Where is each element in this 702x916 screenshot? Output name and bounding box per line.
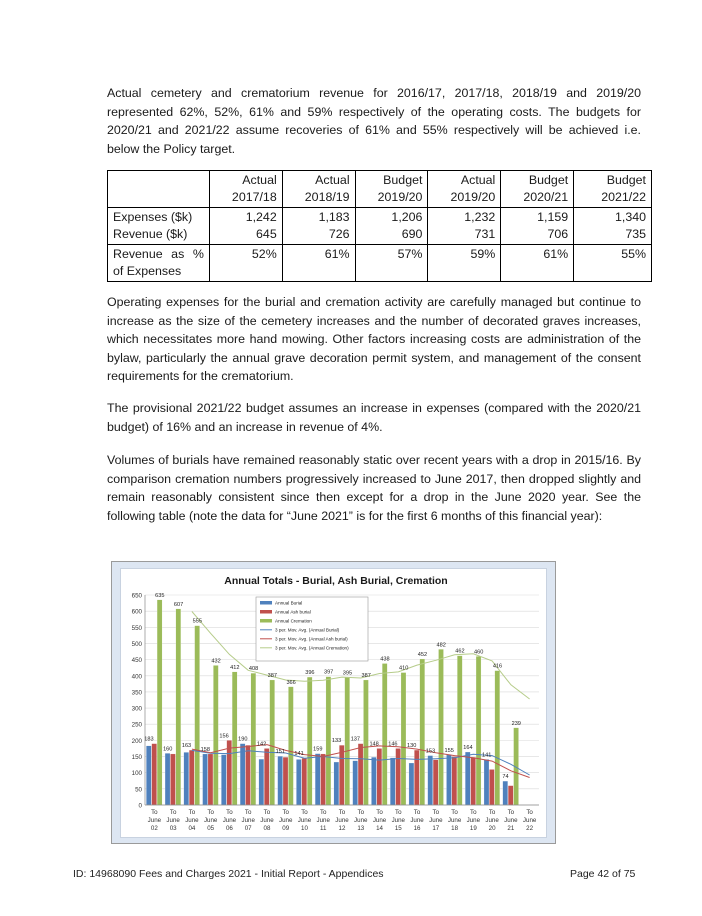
table-cell: 1,242 645 xyxy=(209,208,282,245)
x-tick-label-top: To xyxy=(282,809,289,816)
x-tick-label-mid: June xyxy=(466,817,481,824)
bar-annual-ash-burial xyxy=(508,786,513,805)
data-label-cremation: 366 xyxy=(286,679,296,686)
bar-annual-ash-burial xyxy=(358,744,363,805)
bar-annual-ash-burial xyxy=(414,750,419,805)
y-tick-label: 200 xyxy=(131,737,142,745)
data-label-burial: 146 xyxy=(388,741,398,748)
legend-label: 3 per. Mov. Avg. (Annual Ash burial) xyxy=(275,636,348,642)
table-cell: 1,159 706 xyxy=(501,208,574,245)
x-tick-label-mid: June xyxy=(203,817,218,824)
x-tick-label-top: To xyxy=(357,809,365,816)
x-tick-label-top: To xyxy=(151,809,158,816)
bar-annual-cremation xyxy=(307,677,312,805)
x-tick-label-mid: June xyxy=(485,817,499,824)
bar-annual-burial xyxy=(446,755,451,805)
data-label-burial: 141 xyxy=(482,752,492,759)
table-header-cell: Actual 2018/19 xyxy=(282,171,355,208)
bar-annual-burial xyxy=(315,754,320,805)
table-cell: 57% xyxy=(355,245,428,282)
x-tick-label-year: 20 xyxy=(488,825,496,832)
bar-annual-burial xyxy=(184,752,189,805)
bar-annual-cremation xyxy=(326,677,331,805)
x-tick-label-mid: June xyxy=(372,817,387,824)
data-label-burial: 159 xyxy=(313,746,323,753)
y-tick-label: 600 xyxy=(131,608,142,616)
x-tick-label-year: 10 xyxy=(301,825,308,832)
x-tick-label-top: To xyxy=(263,809,271,816)
bar-annual-cremation xyxy=(270,680,275,805)
data-label-cremation: 460 xyxy=(474,649,484,656)
data-label-cremation: 438 xyxy=(380,656,390,663)
x-tick-label-mid: June xyxy=(241,817,255,824)
bar-annual-cremation xyxy=(476,656,481,805)
bar-annual-ash-burial xyxy=(152,744,157,805)
x-tick-label-top: To xyxy=(526,809,533,816)
bar-annual-cremation xyxy=(401,673,406,805)
table-cell: 1,340 735 xyxy=(574,208,652,245)
table-cell: 1,232 731 xyxy=(428,208,501,245)
bar-annual-cremation xyxy=(457,656,462,805)
x-tick-label-year: 02 xyxy=(150,825,158,832)
x-tick-label-top: To xyxy=(413,809,421,816)
bar-annual-cremation xyxy=(345,677,350,805)
y-tick-label: 0 xyxy=(138,802,142,810)
x-tick-label-top: To xyxy=(319,809,327,816)
x-tick-label-year: 11 xyxy=(320,825,327,832)
x-tick-label-mid: June xyxy=(316,817,330,824)
data-label-burial: 137 xyxy=(350,736,361,743)
x-tick-label-mid: June xyxy=(260,817,274,824)
table-row-label: Revenue as % of Expenses xyxy=(108,245,210,282)
paragraph-revenue-recovery: Actual cemetery and crematorium revenue for 2016/17, 2017/18, 2018/19 and 2019/20 represented 62%, 52%, 61% and 59% respectively of the operating costs. The budgets for 2020/21 and 2021/22 assume recoveries of 61% and 55% respectively will be achieved i.e. below the Policy target. xyxy=(107,86,641,156)
table-header-cell: Actual 2017/18 xyxy=(209,171,282,208)
table-cell: 59% xyxy=(428,245,501,282)
x-tick-label-top: To xyxy=(244,809,252,816)
legend-swatch xyxy=(260,610,272,614)
data-label-cremation: 482 xyxy=(436,642,446,649)
x-tick-label-top: To xyxy=(451,809,458,816)
data-label-burial: 158 xyxy=(200,746,210,753)
chart-title: Annual Totals - Burial, Ash Burial, Cremation xyxy=(224,575,448,587)
bar-annual-cremation xyxy=(176,609,181,805)
bar-annual-burial xyxy=(203,754,208,805)
bar-annual-cremation xyxy=(213,665,218,805)
bar-annual-ash-burial xyxy=(489,769,494,805)
data-label-cremation: 416 xyxy=(492,663,503,670)
data-label-cremation: 396 xyxy=(305,670,315,677)
data-label-cremation: 462 xyxy=(455,648,465,655)
table-cell: 1,206 690 xyxy=(355,208,428,245)
x-tick-label-year: 13 xyxy=(357,825,365,832)
legend-label: Annual Burial xyxy=(275,600,303,606)
y-tick-label: 250 xyxy=(131,721,142,729)
x-tick-label-mid: June xyxy=(166,817,180,824)
legend-label: 3 per. Mov. Avg. (Annual Burial) xyxy=(275,627,340,633)
data-label-burial: 190 xyxy=(238,736,248,743)
paragraph-volumes: Volumes of burials have remained reasonably static over recent years with a drop in 2015/16. By comparison cremation numbers progressively increased to June 2017, then dropped slightly and remain reasonably consistent since then except for a drop in the June 2020 year. See the following table (note the data for “June 2021” is for the first 6 months of this financial year): xyxy=(107,453,641,523)
table-cell: 61% xyxy=(282,245,355,282)
x-tick-label-year: 14 xyxy=(376,825,383,832)
table-header-cell: Budget 2021/22 xyxy=(574,171,652,208)
data-label-burial: 151 xyxy=(275,749,285,756)
x-tick-label-mid: June xyxy=(354,817,368,824)
y-tick-label: 350 xyxy=(131,689,142,697)
x-tick-label-top: To xyxy=(207,809,214,816)
data-label-burial: 74 xyxy=(502,774,509,781)
bar-annual-cremation xyxy=(439,649,444,805)
data-label-cremation: 408 xyxy=(248,666,259,673)
bar-annual-ash-burial xyxy=(245,745,250,805)
bar-annual-cremation xyxy=(195,626,200,805)
bar-annual-burial xyxy=(390,758,395,805)
bar-annual-burial xyxy=(259,759,264,805)
data-label-cremation: 452 xyxy=(417,651,428,658)
chart-legend xyxy=(256,597,368,661)
data-label-burial: 130 xyxy=(406,743,417,750)
data-label-cremation: 387 xyxy=(361,672,371,679)
x-tick-label-year: 15 xyxy=(394,825,402,832)
bar-annual-burial xyxy=(240,744,245,805)
bar-annual-burial xyxy=(296,759,301,805)
bar-annual-ash-burial xyxy=(283,757,288,805)
bar-annual-burial xyxy=(371,757,376,805)
data-label-burial: 163 xyxy=(181,743,192,750)
data-label-cremation: 432 xyxy=(211,658,221,665)
paragraph-budget-increase: The provisional 2021/22 budget assumes an increase in expenses (compared with the 2020/21 budget) of 16% and an increase in revenue of 4%. xyxy=(107,401,641,434)
legend-swatch xyxy=(260,601,272,605)
bar-annual-burial xyxy=(428,756,433,805)
table-row-label: Expenses ($k) Revenue ($k) xyxy=(108,208,210,245)
bar-annual-cremation xyxy=(232,672,237,805)
bar-annual-burial xyxy=(165,753,170,805)
bar-annual-burial xyxy=(409,763,414,805)
bar-annual-ash-burial xyxy=(377,748,382,805)
x-tick-label-mid: June xyxy=(335,817,349,824)
x-tick-label-year: 19 xyxy=(469,825,477,832)
table-cell: 52% xyxy=(209,245,282,282)
bar-annual-ash-burial xyxy=(339,745,344,805)
bar-annual-burial xyxy=(484,759,489,805)
annual-totals-chart xyxy=(121,569,546,837)
data-label-cremation: 635 xyxy=(155,592,165,599)
x-tick-label-top: To xyxy=(338,809,346,816)
data-label-cremation: 410 xyxy=(399,665,409,672)
bar-annual-cremation xyxy=(420,659,425,805)
x-tick-label-top: To xyxy=(470,809,477,816)
y-tick-label: 50 xyxy=(135,786,142,794)
data-label-burial: 183 xyxy=(144,736,154,743)
table-cell: 55% xyxy=(574,245,652,282)
legend-swatch xyxy=(260,619,272,623)
table-header-cell: Actual 2019/20 xyxy=(428,171,501,208)
x-tick-label-mid: June xyxy=(297,817,312,824)
data-label-burial: 148 xyxy=(369,741,379,748)
bar-annual-burial xyxy=(334,762,339,805)
x-tick-label-mid: June xyxy=(391,817,405,824)
x-tick-label-year: 06 xyxy=(225,825,233,832)
x-tick-label-mid: June xyxy=(522,817,537,824)
x-tick-label-year: 21 xyxy=(507,825,515,832)
bar-annual-ash-burial xyxy=(302,758,307,805)
x-tick-label-year: 03 xyxy=(169,825,177,832)
table-cell: 1,183 726 xyxy=(282,208,355,245)
bar-annual-ash-burial xyxy=(471,757,476,805)
table-row-expenses-revenue xyxy=(108,208,652,245)
x-tick-label-top: To xyxy=(488,809,496,816)
data-label-cremation: 239 xyxy=(511,720,521,727)
data-label-burial: 142 xyxy=(256,741,267,748)
x-tick-label-year: 09 xyxy=(282,825,290,832)
x-tick-label-year: 22 xyxy=(526,825,534,832)
footer-document-id: ID: 14968090 Fees and Charges 2021 - Initial Report - Appendices xyxy=(73,868,384,880)
revenue-table xyxy=(107,170,652,282)
bar-annual-ash-burial xyxy=(321,754,326,805)
y-tick-label: 300 xyxy=(131,705,142,713)
x-tick-label-top: To xyxy=(169,809,177,816)
legend-label: 3 per. Mov. Avg. (Annual Cremation) xyxy=(275,645,349,651)
x-tick-label-mid: June xyxy=(410,817,424,824)
y-tick-label: 550 xyxy=(131,624,142,632)
x-tick-label-top: To xyxy=(507,809,515,816)
data-label-burial: 153 xyxy=(425,748,436,755)
x-tick-label-mid: June xyxy=(147,817,162,824)
chart-plot-area xyxy=(120,568,547,838)
bar-annual-cremation xyxy=(288,687,293,805)
data-label-cremation: 555 xyxy=(192,618,202,625)
legend-label: Annual Ash burial xyxy=(275,609,311,615)
bar-annual-cremation xyxy=(157,600,162,805)
footer-page-number: Page 42 of 75 xyxy=(570,868,636,880)
bar-annual-ash-burial xyxy=(433,760,438,805)
bar-annual-burial xyxy=(353,761,358,805)
data-label-burial: 160 xyxy=(163,746,173,753)
data-label-burial: 156 xyxy=(219,733,229,740)
bar-annual-ash-burial xyxy=(189,750,194,805)
data-label-cremation: 412 xyxy=(230,664,240,671)
bar-annual-cremation xyxy=(251,673,256,805)
x-tick-label-year: 16 xyxy=(413,825,421,832)
bar-annual-cremation xyxy=(363,680,368,805)
bar-annual-ash-burial xyxy=(452,757,457,805)
x-tick-label-mid: June xyxy=(279,817,293,824)
data-label-cremation: 387 xyxy=(267,672,278,679)
bar-annual-ash-burial xyxy=(264,748,269,805)
bar-annual-burial xyxy=(221,755,226,805)
table-header-cell: Budget 2020/21 xyxy=(501,171,574,208)
x-tick-label-top: To xyxy=(188,809,196,816)
x-tick-label-year: 07 xyxy=(244,825,252,832)
data-label-burial: 155 xyxy=(444,747,454,754)
x-tick-label-mid: June xyxy=(447,817,462,824)
table-cell: 61% xyxy=(501,245,574,282)
bar-annual-cremation xyxy=(382,663,387,805)
bar-annual-burial xyxy=(503,781,508,805)
y-tick-label: 400 xyxy=(131,673,142,681)
bar-annual-ash-burial xyxy=(170,754,175,805)
x-tick-label-mid: June xyxy=(222,817,237,824)
bar-annual-burial xyxy=(465,752,470,805)
y-tick-label: 100 xyxy=(131,770,142,778)
table-header-empty xyxy=(108,171,210,208)
x-tick-label-mid: June xyxy=(504,817,518,824)
data-label-cremation: 397 xyxy=(323,669,334,676)
chart-frame xyxy=(111,561,556,844)
table-row-percentage xyxy=(108,245,652,282)
bar-annual-ash-burial xyxy=(396,748,401,805)
x-tick-label-year: 18 xyxy=(451,825,459,832)
x-tick-label-mid: June xyxy=(185,817,199,824)
x-tick-label-year: 04 xyxy=(188,825,196,832)
paragraph-operating-expenses: Operating expenses for the burial and cremation activity are carefully managed but continue to increase as the size of the cemetery increases and the number of decorated graves increases, which necessitates more hand mowing. Other factors increasing costs are administration of the bylaw, particularly the annual grave decoration permit system, and management of the consent requirements for the crematorium. xyxy=(107,295,641,383)
bar-annual-ash-burial xyxy=(227,740,232,805)
bar-annual-ash-burial xyxy=(208,754,213,805)
x-tick-label-top: To xyxy=(376,809,383,816)
legend-label: Annual Cremation xyxy=(275,618,312,624)
x-tick-label-top: To xyxy=(226,809,233,816)
y-tick-label: 650 xyxy=(131,592,142,600)
x-tick-label-top: To xyxy=(395,809,402,816)
x-tick-label-year: 12 xyxy=(338,825,346,832)
data-label-burial: 141 xyxy=(294,751,304,758)
x-tick-label-year: 05 xyxy=(207,825,215,832)
bar-annual-burial xyxy=(278,756,283,805)
data-label-burial: 133 xyxy=(331,738,342,745)
x-tick-label-year: 17 xyxy=(432,825,440,832)
bar-annual-cremation xyxy=(495,671,500,805)
x-tick-label-mid: June xyxy=(429,817,443,824)
table-header-row xyxy=(108,171,652,208)
table-header-cell: Budget 2019/20 xyxy=(355,171,428,208)
y-tick-label: 450 xyxy=(131,657,142,665)
data-label-burial: 164 xyxy=(463,745,473,752)
y-tick-label: 150 xyxy=(131,754,142,762)
x-tick-label-top: To xyxy=(301,809,308,816)
x-tick-label-top: To xyxy=(432,809,440,816)
y-tick-label: 500 xyxy=(131,640,142,648)
x-tick-label-year: 08 xyxy=(263,825,271,832)
data-label-cremation: 607 xyxy=(173,601,184,608)
data-label-cremation: 395 xyxy=(342,670,353,677)
bar-annual-burial xyxy=(146,746,151,805)
